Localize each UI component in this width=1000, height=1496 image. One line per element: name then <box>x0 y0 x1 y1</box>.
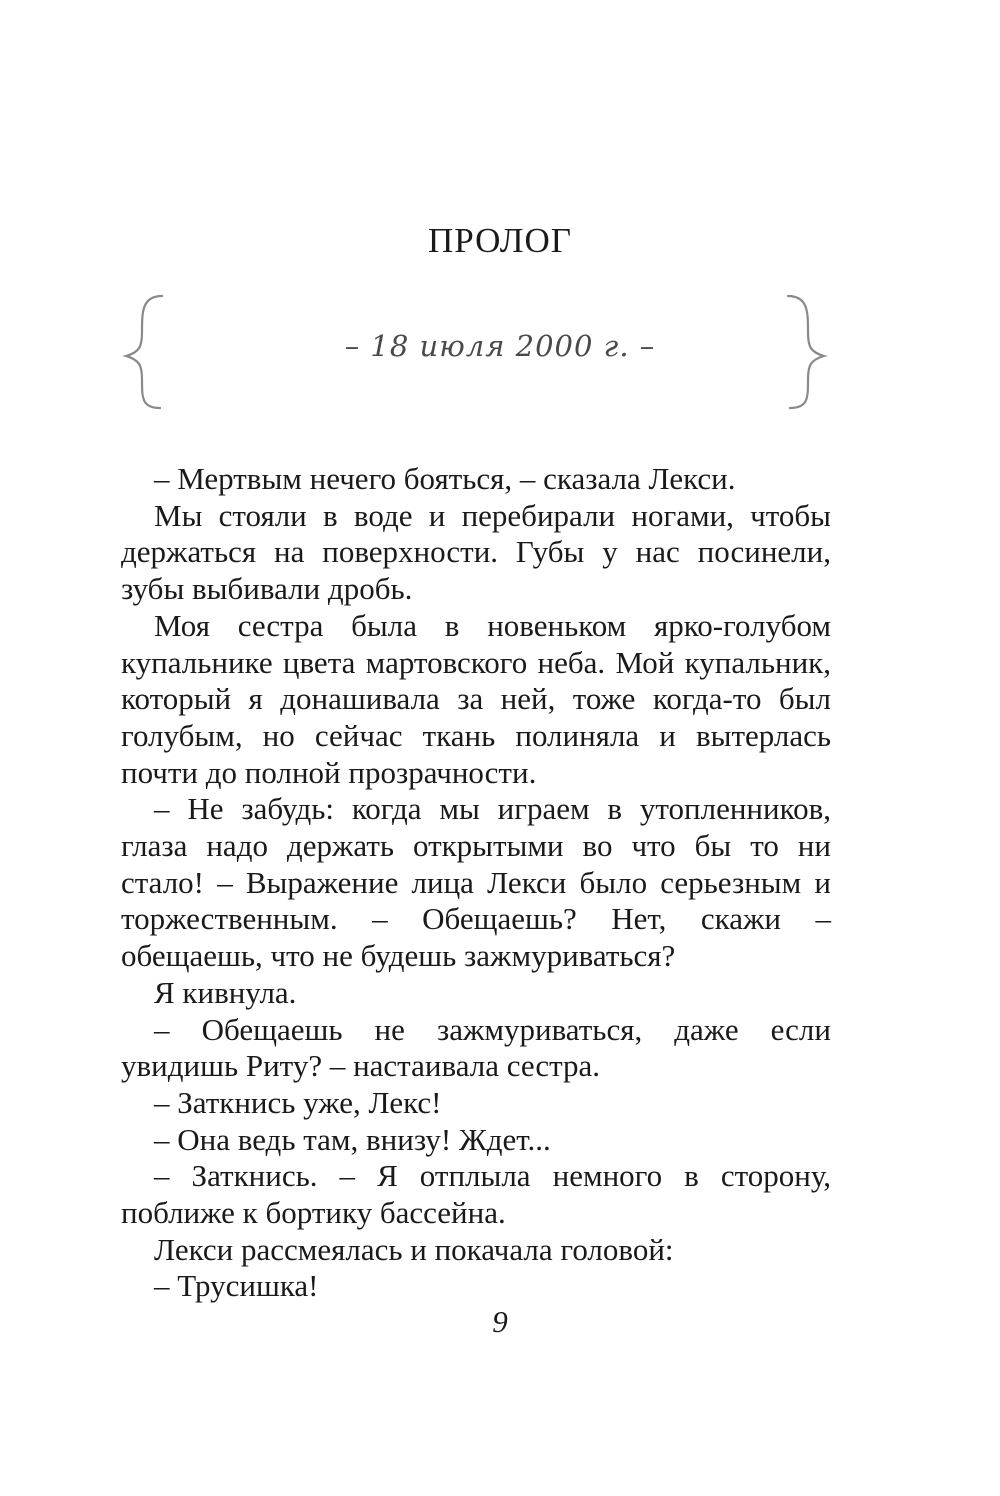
paragraph: – Она ведь там, внизу! Ждет... <box>154 1121 551 1157</box>
paragraph: – Обещаешь не зажмуриваться, даже если увидишь Риту? – настаивала сестра. <box>121 1011 831 1084</box>
paragraph: Мы стояли в воде и перебирали ногами, чтобы держаться на поверхности. Губы у нас посинели, зубы выбивали дробь. <box>121 497 831 607</box>
date-line: – 18 июля 2000 г. – <box>344 329 656 363</box>
paragraph: – Заткнись. – Я отплыла немного в сторону, поближе к бортику бассейна. <box>121 1158 831 1231</box>
page-number: 9 <box>492 1304 508 1339</box>
paragraph: Я кивнула. <box>154 974 297 1010</box>
paragraph: – Мертвым нечего бояться, – сказала Лекси. <box>154 461 736 496</box>
body-text <box>121 461 831 1305</box>
paragraph: – Заткнись уже, Лекс! <box>154 1084 442 1120</box>
paragraph: – Не забудь: когда мы играем в утопленников, глаза надо держать открытыми во что бы то ни стало! – Выражение лица Лекси было серьезным и торжественным. – Обещаешь? Нет, скажи – обещаешь, что не будешь зажмуриваться? <box>121 791 831 974</box>
date-ornament <box>0 290 1000 412</box>
paragraph: Лекси рассмеялась и покачала головой: <box>154 1231 674 1267</box>
paragraph: – Трусишка! <box>154 1268 319 1304</box>
right-curly-brace-ornament <box>778 290 838 412</box>
chapter-heading: ПРОЛОГ <box>428 221 572 260</box>
paragraph: Моя сестра была в новеньком ярко-голубом купальнике цвета мартовского неба. Мой купальник, который я донашивала за ней, тоже когда-то был голубым, но сейчас ткань полиняла и вытерлась почти до полной прозрачности. <box>121 607 831 790</box>
